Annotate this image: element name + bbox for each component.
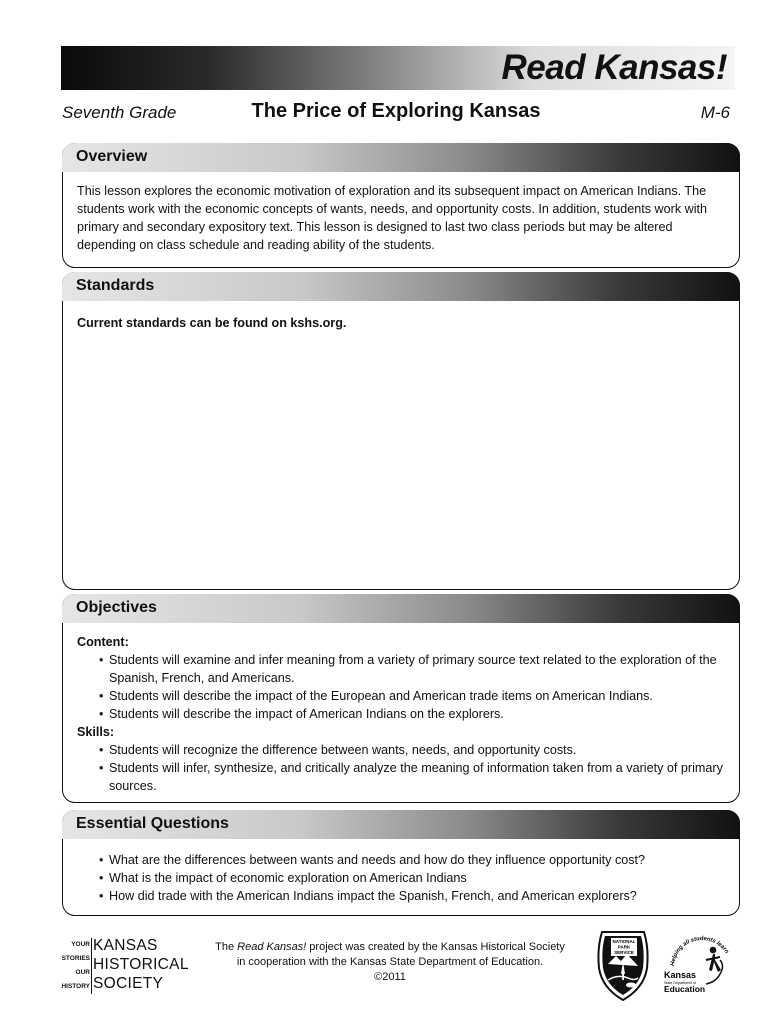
khs-tagline-history: HISTORY xyxy=(61,983,90,990)
standards-header-bar xyxy=(62,272,740,301)
list-item: • Students will recognize the difference between wants, needs, and opportunity costs. xyxy=(99,741,727,759)
overview-header-bar xyxy=(62,143,740,172)
ksde-slogan: Helping all students learn xyxy=(670,935,730,967)
credit-line-2: in cooperation with the Kansas State Department of Education. xyxy=(236,956,544,968)
ksde-department: State Department of xyxy=(664,981,697,985)
list-item: • Students will infer, synthesize, and critically analyze the meaning of information taken from a variety of primary sources. xyxy=(99,759,727,795)
banner-title: Read Kansas! xyxy=(501,48,727,87)
credit-copyright: ©2011 xyxy=(374,971,406,983)
credit-suffix: project was created by the Kansas Historical Society xyxy=(306,941,565,953)
read-kansas-banner xyxy=(61,46,735,90)
essential-questions-heading: Essential Questions xyxy=(76,815,229,832)
essential-questions-section xyxy=(62,810,740,916)
list-item: • What is the impact of economic exploration on American Indians xyxy=(99,869,727,887)
list-item: • Students will examine and infer meaning from a variety of primary source text related to the exploration of the Spanish, French, and Americans. xyxy=(99,651,727,687)
content-label: Content: xyxy=(77,635,129,649)
grade-level: Seventh Grade xyxy=(62,103,177,122)
list-item: • How did trade with the American Indians impact the Spanish, French, and American explorers? xyxy=(99,887,727,905)
khs-tagline-our: OUR xyxy=(75,969,90,976)
khs-name-historical: HISTORICAL xyxy=(93,956,189,973)
content-objectives-list xyxy=(77,651,727,723)
overview-section xyxy=(62,143,740,268)
page-title: The Price of Exploring Kansas xyxy=(251,100,541,122)
kansas-state-department-of-education-logo xyxy=(660,934,738,1002)
overview-heading: Overview xyxy=(76,148,148,165)
national-park-service-arrowhead-icon xyxy=(594,928,652,1002)
page-footer xyxy=(0,928,770,1008)
nps-text-park: PARK xyxy=(617,944,631,950)
lesson-header xyxy=(62,100,730,128)
ksde-education: Education xyxy=(664,984,706,994)
ksde-kansas: Kansas xyxy=(664,970,697,980)
skills-objectives-list xyxy=(77,741,727,795)
overview-text: This lesson explores the economic motivation of exploration and its subsequent impact on American Indians. The students work with the economic concepts of wants, needs, and opportunity costs. In addition, students work with primary and secondary expository text. This lesson is designed to last two class periods but may be altered depending on class schedule and reading ability of the students. xyxy=(77,184,708,252)
standards-text: Current standards can be found on kshs.org. xyxy=(77,316,347,330)
list-item: • Students will describe the impact of American Indians on the explorers. xyxy=(99,705,727,723)
skills-label: Skills: xyxy=(77,725,115,739)
standards-heading: Standards xyxy=(76,277,155,294)
objectives-section xyxy=(62,594,740,803)
standards-section xyxy=(62,272,740,590)
credit-project-name: Read Kansas! xyxy=(237,941,307,953)
objectives-header-bar xyxy=(62,594,740,623)
list-item: • Students will describe the impact of the European and American trade items on American Indians. xyxy=(99,687,727,705)
khs-name-society: SOCIETY xyxy=(93,975,164,992)
khs-divider xyxy=(91,938,92,994)
list-item: • What are the differences between wants and needs and how do they influence opportunity cost? xyxy=(99,851,727,869)
nps-text-national: NATIONAL xyxy=(612,939,636,944)
khs-tagline-your: YOUR xyxy=(71,941,90,948)
khs-tagline-stories: STORIES xyxy=(61,955,90,962)
kansas-historical-society-logo xyxy=(60,938,190,998)
lesson-code: M-6 xyxy=(700,103,730,122)
credit-prefix: The xyxy=(215,941,238,953)
nps-text-service: SERVICE xyxy=(614,950,634,955)
credits-text xyxy=(200,940,580,985)
objectives-heading: Objectives xyxy=(76,599,157,616)
essential-questions-header-bar xyxy=(62,810,740,839)
essential-questions-list xyxy=(77,851,727,905)
khs-name-kansas: KANSAS xyxy=(93,937,158,954)
